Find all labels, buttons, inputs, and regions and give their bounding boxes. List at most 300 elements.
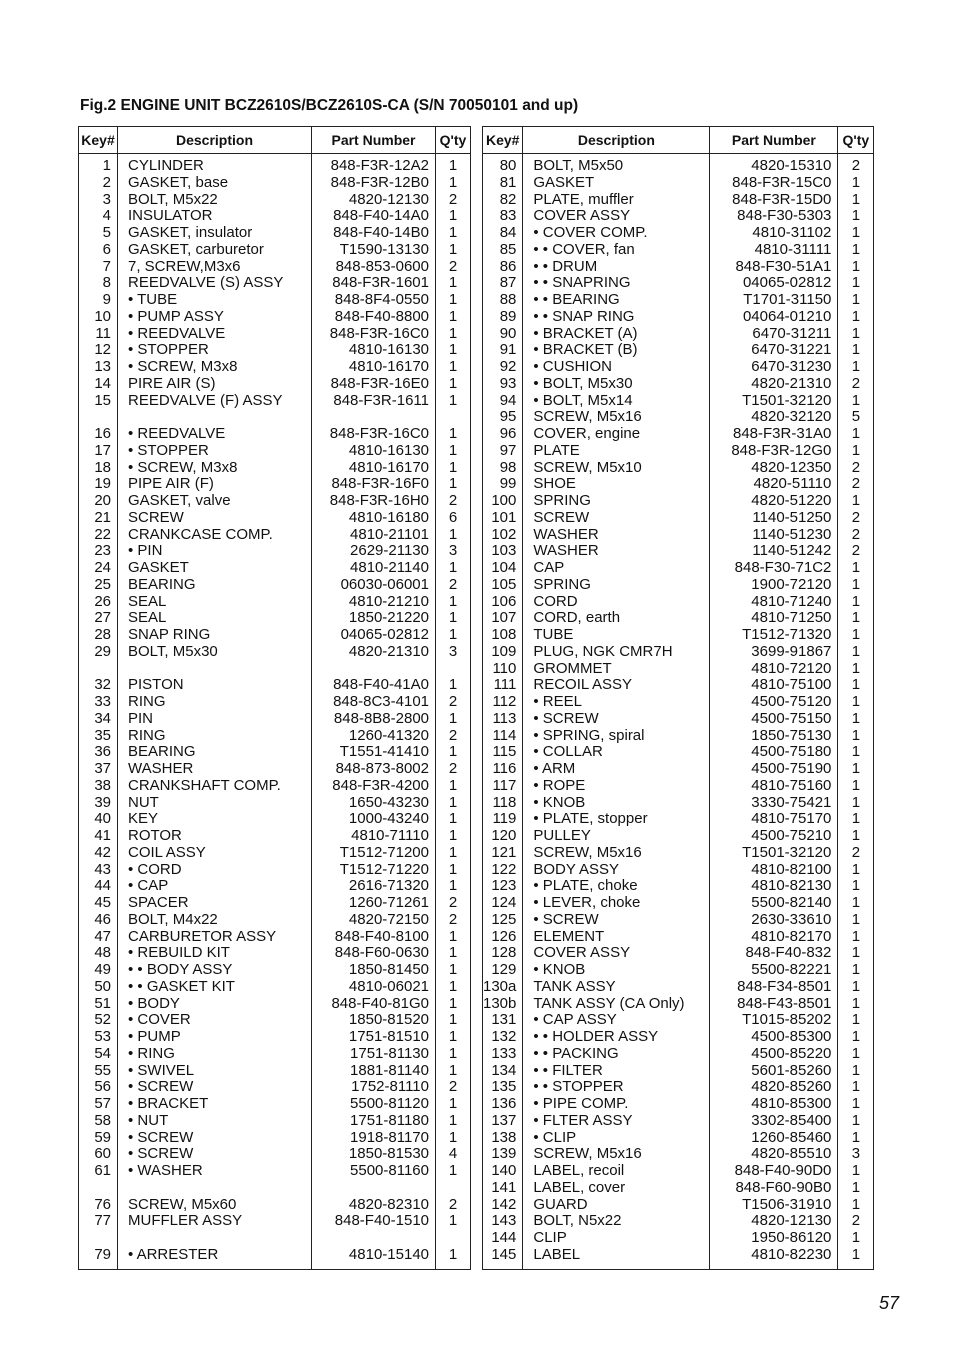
part-number-cell: 5500-82140 (710, 895, 838, 912)
description-cell: • SCREW (118, 1146, 312, 1163)
description-cell: • BODY (118, 996, 312, 1013)
table-row (79, 560, 471, 577)
key-cell: 2 (79, 175, 118, 192)
description-cell: SCREW (523, 510, 710, 527)
description-cell: • • BEARING (523, 292, 710, 309)
table-row (483, 828, 874, 845)
table-row (483, 460, 874, 477)
part-number-cell: 5601-85260 (710, 1063, 838, 1080)
description-cell: • REEDVALVE (118, 426, 312, 443)
description-cell: SPRING (523, 493, 710, 510)
quantity-cell: 1 (838, 443, 874, 460)
part-number-cell: 1850-81530 (312, 1146, 436, 1163)
quantity-cell: 1 (838, 393, 874, 410)
quantity-cell: 1 (838, 1063, 874, 1080)
description-cell: LABEL, recoil (523, 1163, 710, 1180)
quantity-cell: 1 (436, 242, 471, 259)
table-row (483, 795, 874, 812)
part-number-cell: 4820-21310 (312, 644, 436, 661)
quantity-cell: 1 (838, 192, 874, 209)
quantity-cell: 6 (436, 510, 471, 527)
part-number-cell: 848-F40-81G0 (312, 996, 436, 1013)
table-row (483, 761, 874, 778)
quantity-cell: 1 (838, 275, 874, 292)
description-cell: 7, SCREW,M3x6 (118, 259, 312, 276)
table-row (79, 878, 471, 895)
key-cell: 28 (79, 627, 118, 644)
part-number-cell: 4810-16170 (312, 359, 436, 376)
table-row (79, 644, 471, 661)
part-number-cell: 4820-85260 (710, 1079, 838, 1096)
table-row (79, 309, 471, 326)
table-row (483, 929, 874, 946)
table-row (79, 326, 471, 343)
part-number-cell: T1701-31150 (710, 292, 838, 309)
table-row (79, 1113, 471, 1130)
key-cell: 10 (79, 309, 118, 326)
description-cell: GASKET, insulator (118, 225, 312, 242)
key-cell: 96 (483, 426, 523, 443)
quantity-cell: 1 (838, 1029, 874, 1046)
part-number-cell: 4810-21140 (312, 560, 436, 577)
table-row (483, 510, 874, 527)
key-cell: 41 (79, 828, 118, 845)
table-row (79, 1046, 471, 1063)
part-number-cell: 1752-81110 (312, 1079, 436, 1096)
description-cell: • CAP ASSY (523, 1012, 710, 1029)
quantity-cell: 1 (838, 778, 874, 795)
key-cell: 17 (79, 443, 118, 460)
part-number-cell: 848-F3R-16C0 (312, 426, 436, 443)
table-row (79, 979, 471, 996)
table-row (483, 476, 874, 493)
description-cell: • • STOPPER (523, 1079, 710, 1096)
key-cell: 80 (483, 154, 523, 175)
description-cell: RECOIL ASSY (523, 677, 710, 694)
part-number-cell: 4810-16130 (312, 443, 436, 460)
description-cell (118, 1180, 312, 1197)
table-row (79, 426, 471, 443)
part-number-cell: 4810-16130 (312, 342, 436, 359)
key-cell: 54 (79, 1046, 118, 1063)
part-number-cell: 4810-75160 (710, 778, 838, 795)
part-number-cell: 1260-85460 (710, 1130, 838, 1147)
quantity-cell: 1 (838, 493, 874, 510)
description-cell: SCREW, M5x16 (523, 1146, 710, 1163)
part-number-cell (312, 1180, 436, 1197)
quantity-cell: 1 (838, 1230, 874, 1247)
quantity-cell: 1 (436, 342, 471, 359)
table-row (79, 594, 471, 611)
key-cell: 120 (483, 828, 523, 845)
table-row (483, 426, 874, 443)
key-cell: 60 (79, 1146, 118, 1163)
description-cell: TANK ASSY (CA Only) (523, 996, 710, 1013)
part-number-cell: 2616-71320 (312, 878, 436, 895)
description-cell: • • HOLDER ASSY (523, 1029, 710, 1046)
quantity-cell: 5 (838, 409, 874, 426)
description-cell: WASHER (523, 527, 710, 544)
part-number-cell: 1751-81180 (312, 1113, 436, 1130)
part-number-cell: 1850-21220 (312, 610, 436, 627)
quantity-cell (436, 661, 471, 678)
part-number-cell: 3699-91867 (710, 644, 838, 661)
part-number-cell: 4820-21310 (710, 376, 838, 393)
header-key: Key# (79, 127, 118, 154)
description-cell: CYLINDER (118, 154, 312, 175)
quantity-cell: 1 (838, 627, 874, 644)
quantity-cell: 1 (436, 309, 471, 326)
quantity-cell: 1 (436, 795, 471, 812)
part-number-cell: 4820-51220 (710, 493, 838, 510)
quantity-cell: 1 (436, 326, 471, 343)
table-row (79, 208, 471, 225)
table-row (79, 393, 471, 410)
part-number-cell: 848-8F4-0550 (312, 292, 436, 309)
quantity-cell: 1 (436, 527, 471, 544)
table-row (79, 996, 471, 1013)
key-cell: 100 (483, 493, 523, 510)
part-number-cell: 06030-06001 (312, 577, 436, 594)
key-cell: 113 (483, 711, 523, 728)
table-row (79, 292, 471, 309)
key-cell: 27 (79, 610, 118, 627)
key-cell: 19 (79, 476, 118, 493)
key-cell: 25 (79, 577, 118, 594)
description-cell (118, 661, 312, 678)
description-cell: GASKET, base (118, 175, 312, 192)
table-row (79, 929, 471, 946)
description-cell: • CUSHION (523, 359, 710, 376)
key-cell: 81 (483, 175, 523, 192)
key-cell: 13 (79, 359, 118, 376)
key-cell: 46 (79, 912, 118, 929)
quantity-cell: 1 (838, 426, 874, 443)
part-number-cell: 848-F40-1510 (312, 1213, 436, 1230)
table-row (79, 342, 471, 359)
table-row (483, 175, 874, 192)
part-number-cell: 848-F3R-1611 (312, 393, 436, 410)
part-number-cell: 4810-82230 (710, 1247, 838, 1269)
key-cell: 37 (79, 761, 118, 778)
description-cell: • • FILTER (523, 1063, 710, 1080)
table-row (483, 962, 874, 979)
quantity-cell: 1 (436, 845, 471, 862)
part-number-cell: T1512-71200 (312, 845, 436, 862)
description-cell: • ARM (523, 761, 710, 778)
part-number-cell (312, 1230, 436, 1247)
table-row (483, 677, 874, 694)
table-row (79, 242, 471, 259)
key-cell: 139 (483, 1146, 523, 1163)
description-cell: REEDVALVE (F) ASSY (118, 393, 312, 410)
key-cell: 5 (79, 225, 118, 242)
quantity-cell: 1 (838, 862, 874, 879)
key-cell: 16 (79, 426, 118, 443)
description-cell: BODY ASSY (523, 862, 710, 879)
quantity-cell: 1 (838, 761, 874, 778)
table-row (483, 225, 874, 242)
key-cell: 58 (79, 1113, 118, 1130)
quantity-cell: 1 (436, 610, 471, 627)
key-cell: 119 (483, 811, 523, 828)
key-cell: 109 (483, 644, 523, 661)
table-row (483, 711, 874, 728)
key-cell: 138 (483, 1130, 523, 1147)
part-number-cell: 848-F3R-4200 (312, 778, 436, 795)
part-number-cell: 4810-06021 (312, 979, 436, 996)
part-number-cell: 848-8C3-4101 (312, 694, 436, 711)
key-cell: 112 (483, 694, 523, 711)
table-row (79, 1096, 471, 1113)
table-row (79, 610, 471, 627)
table-row (79, 761, 471, 778)
part-number-cell: 1850-75130 (710, 728, 838, 745)
key-cell: 130a (483, 979, 523, 996)
key-cell: 93 (483, 376, 523, 393)
quantity-cell: 4 (436, 1146, 471, 1163)
quantity-cell: 1 (436, 744, 471, 761)
part-number-cell: 848-F3R-1601 (312, 275, 436, 292)
key-cell: 110 (483, 661, 523, 678)
table-row (483, 1046, 874, 1063)
key-cell: 21 (79, 510, 118, 527)
description-cell: • ARRESTER (118, 1247, 312, 1269)
part-number-cell: 1751-81130 (312, 1046, 436, 1063)
key-cell: 50 (79, 979, 118, 996)
key-cell: 76 (79, 1197, 118, 1214)
quantity-cell: 2 (436, 192, 471, 209)
quantity-cell: 1 (436, 627, 471, 644)
key-cell: 94 (483, 393, 523, 410)
key-cell: 91 (483, 342, 523, 359)
quantity-cell: 1 (838, 828, 874, 845)
description-cell: PIRE AIR (S) (118, 376, 312, 393)
part-number-cell: 4500-75190 (710, 761, 838, 778)
key-cell: 38 (79, 778, 118, 795)
key-cell: 101 (483, 510, 523, 527)
table-row (483, 275, 874, 292)
description-cell: COVER ASSY (523, 208, 710, 225)
key-cell (79, 1230, 118, 1247)
key-cell: 49 (79, 962, 118, 979)
table-row (483, 594, 874, 611)
description-cell: PISTON (118, 677, 312, 694)
table-row (483, 326, 874, 343)
part-number-cell: 04065-02812 (312, 627, 436, 644)
part-number-cell: 4500-75150 (710, 711, 838, 728)
description-cell: GUARD (523, 1197, 710, 1214)
key-cell: 12 (79, 342, 118, 359)
table-row (483, 1230, 874, 1247)
part-number-cell: 4820-12130 (312, 192, 436, 209)
table-row (483, 376, 874, 393)
key-cell: 22 (79, 527, 118, 544)
quantity-cell (436, 409, 471, 426)
part-number-cell: 848-873-8002 (312, 761, 436, 778)
description-cell: • PLATE, choke (523, 878, 710, 895)
table-row (483, 393, 874, 410)
quantity-cell: 1 (436, 1113, 471, 1130)
part-number-cell: 2629-21130 (312, 543, 436, 560)
description-cell: BEARING (118, 577, 312, 594)
table-row (483, 644, 874, 661)
quantity-cell: 1 (838, 1247, 874, 1269)
part-number-cell: 848-F40-832 (710, 945, 838, 962)
quantity-cell: 1 (838, 1130, 874, 1147)
description-cell: • STOPPER (118, 443, 312, 460)
quantity-cell: 2 (436, 493, 471, 510)
quantity-cell: 1 (838, 1096, 874, 1113)
table-row (483, 945, 874, 962)
quantity-cell: 2 (838, 476, 874, 493)
part-number-cell: 848-F60-0630 (312, 945, 436, 962)
key-cell: 45 (79, 895, 118, 912)
table-row (483, 979, 874, 996)
table-row (79, 945, 471, 962)
key-cell: 143 (483, 1213, 523, 1230)
quantity-cell: 1 (838, 292, 874, 309)
part-number-cell: 848-F40-8100 (312, 929, 436, 946)
part-number-cell: 5500-81160 (312, 1163, 436, 1180)
description-cell: PLUG, NGK CMR7H (523, 644, 710, 661)
table-row (483, 242, 874, 259)
part-number-cell: 3302-85400 (710, 1113, 838, 1130)
description-cell: MUFFLER ASSY (118, 1213, 312, 1230)
key-cell: 121 (483, 845, 523, 862)
quantity-cell: 1 (838, 694, 874, 711)
description-cell: SPRING (523, 577, 710, 594)
quantity-cell: 1 (838, 208, 874, 225)
table-row (79, 1230, 471, 1247)
key-cell: 15 (79, 393, 118, 410)
key-cell: 131 (483, 1012, 523, 1029)
description-cell: BOLT, M5x22 (118, 192, 312, 209)
quantity-cell: 1 (838, 962, 874, 979)
key-cell: 6 (79, 242, 118, 259)
table-row (79, 1163, 471, 1180)
part-number-cell: 848-F43-8501 (710, 996, 838, 1013)
page-number: 57 (878, 1293, 899, 1313)
description-cell: SPACER (118, 895, 312, 912)
table-row (483, 895, 874, 912)
description-cell: REEDVALVE (S) ASSY (118, 275, 312, 292)
quantity-cell: 1 (838, 744, 874, 761)
quantity-cell: 2 (838, 543, 874, 560)
part-number-cell: 4810-31102 (710, 225, 838, 242)
key-cell: 35 (79, 728, 118, 745)
table-row (483, 661, 874, 678)
key-cell: 32 (79, 677, 118, 694)
key-cell: 128 (483, 945, 523, 962)
part-number-cell: 1850-81450 (312, 962, 436, 979)
description-cell: RING (118, 728, 312, 745)
part-number-cell: 4820-12130 (710, 1213, 838, 1230)
table-row (483, 778, 874, 795)
description-cell: SHOE (523, 476, 710, 493)
quantity-cell: 1 (838, 1012, 874, 1029)
part-number-cell: 848-F34-8501 (710, 979, 838, 996)
description-cell: BOLT, M4x22 (118, 912, 312, 929)
description-cell: • SWIVEL (118, 1063, 312, 1080)
description-cell: CORD, earth (523, 610, 710, 627)
description-cell: LABEL (523, 1247, 710, 1269)
quantity-cell: 2 (436, 912, 471, 929)
part-number-cell: 1950-86120 (710, 1230, 838, 1247)
description-cell: CARBURETOR ASSY (118, 929, 312, 946)
part-number-cell: 848-F3R-12G0 (710, 443, 838, 460)
quantity-cell: 1 (436, 1046, 471, 1063)
table-row (483, 560, 874, 577)
key-cell: 55 (79, 1063, 118, 1080)
quantity-cell: 1 (838, 728, 874, 745)
quantity-cell (436, 1180, 471, 1197)
description-cell: • BOLT, M5x14 (523, 393, 710, 410)
quantity-cell: 1 (838, 1046, 874, 1063)
key-cell: 106 (483, 594, 523, 611)
header-part-number: Part Number (312, 127, 436, 154)
part-number-cell: 4810-85300 (710, 1096, 838, 1113)
part-number-cell: T1512-71220 (312, 862, 436, 879)
table-row (79, 728, 471, 745)
table-row (79, 828, 471, 845)
quantity-cell: 2 (436, 895, 471, 912)
key-cell: 61 (79, 1163, 118, 1180)
quantity-cell: 1 (838, 1113, 874, 1130)
part-number-cell: 848-F40-8800 (312, 309, 436, 326)
table-row (483, 1180, 874, 1197)
description-cell: • TUBE (118, 292, 312, 309)
description-cell: • PUMP ASSY (118, 309, 312, 326)
quantity-cell: 2 (838, 527, 874, 544)
table-row (79, 912, 471, 929)
key-cell: 116 (483, 761, 523, 778)
key-cell: 44 (79, 878, 118, 895)
description-cell: • • DRUM (523, 259, 710, 276)
description-cell: • BRACKET (118, 1096, 312, 1113)
part-number-cell: 5500-81120 (312, 1096, 436, 1113)
key-cell: 136 (483, 1096, 523, 1113)
description-cell: • LEVER, choke (523, 895, 710, 912)
description-cell: COVER ASSY (523, 945, 710, 962)
quantity-cell: 2 (838, 845, 874, 862)
quantity-cell: 1 (838, 1197, 874, 1214)
description-cell: • SCREW (118, 1130, 312, 1147)
table-row (483, 878, 874, 895)
description-cell: WASHER (523, 543, 710, 560)
description-cell: • • COVER, fan (523, 242, 710, 259)
part-number-cell (312, 409, 436, 426)
part-number-cell: 4810-82130 (710, 878, 838, 895)
key-cell: 99 (483, 476, 523, 493)
quantity-cell: 1 (436, 476, 471, 493)
description-cell: BOLT, N5x22 (523, 1213, 710, 1230)
quantity-cell: 1 (436, 862, 471, 879)
quantity-cell: 1 (436, 275, 471, 292)
key-cell: 89 (483, 309, 523, 326)
table-row (79, 845, 471, 862)
part-number-cell: 4500-75120 (710, 694, 838, 711)
key-cell: 3 (79, 192, 118, 209)
table-row (79, 962, 471, 979)
part-number-cell: 4810-21210 (312, 594, 436, 611)
key-cell: 4 (79, 208, 118, 225)
part-number-cell: 4810-31111 (710, 242, 838, 259)
description-cell: PIN (118, 711, 312, 728)
quantity-cell: 1 (838, 912, 874, 929)
description-cell: • • BODY ASSY (118, 962, 312, 979)
quantity-cell: 1 (838, 795, 874, 812)
